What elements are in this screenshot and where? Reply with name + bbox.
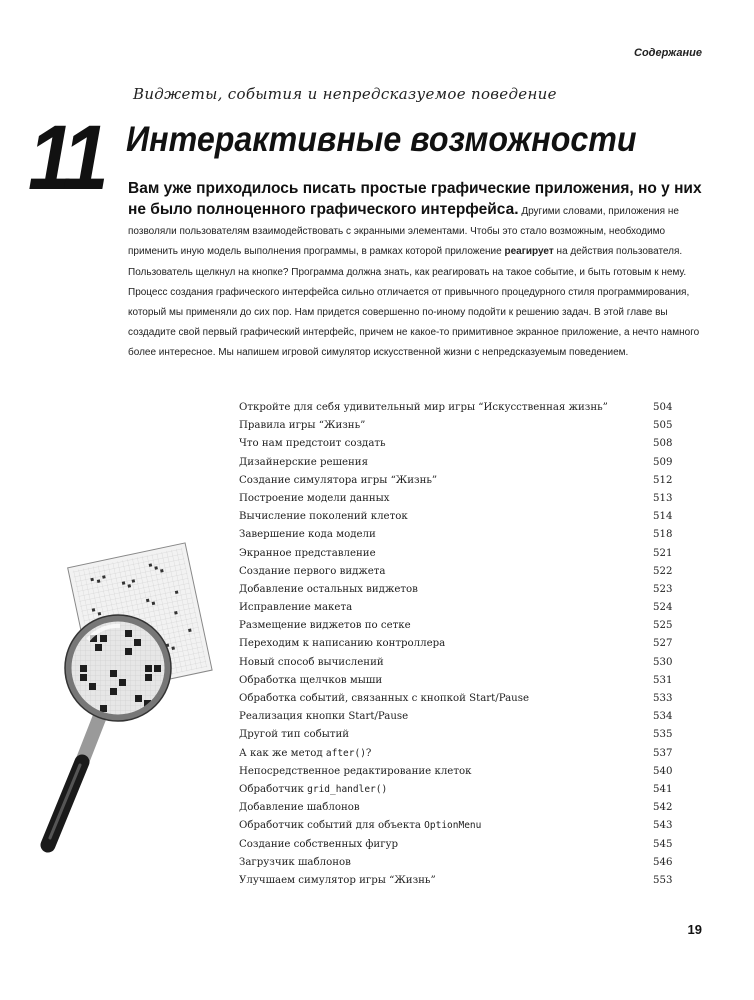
toc-entry-page: 531 xyxy=(653,674,673,686)
toc-entry-code: OptionMenu xyxy=(424,820,482,832)
toc-entry xyxy=(239,857,677,875)
toc-entry-title: Добавление шаблонов xyxy=(239,802,360,814)
page-number: 19 xyxy=(687,922,702,937)
toc-entry-title: А как же метод after()? xyxy=(239,747,372,759)
magnifier-handle xyxy=(48,716,100,845)
toc-entry-title: Что нам предстоит создать xyxy=(239,438,386,450)
toc-entry-title: Добавление остальных виджетов xyxy=(239,583,418,595)
toc-entry-page: 540 xyxy=(653,765,673,777)
toc-entry xyxy=(239,511,677,529)
toc-entry xyxy=(239,620,677,638)
toc-entry-title: Улучшаем симулятор игры “Жизнь” xyxy=(239,874,436,886)
toc-entry xyxy=(239,602,677,620)
toc-entry-title: Экранное представление xyxy=(239,547,376,559)
toc-entry-page: 553 xyxy=(653,874,673,886)
toc-entry-code: after() xyxy=(325,747,366,759)
toc-entry xyxy=(239,566,677,584)
toc-entry xyxy=(239,711,677,729)
toc-entry-title: Новый способ вычислений xyxy=(239,656,384,668)
toc-entry-page: 537 xyxy=(653,747,673,759)
toc-entry-page: 521 xyxy=(653,547,673,559)
toc-entry-title: Построение модели данных xyxy=(239,492,390,504)
table-of-contents xyxy=(239,402,677,893)
toc-entry-page: 522 xyxy=(653,565,673,577)
toc-entry-title: Переходим к написанию контроллера xyxy=(239,638,446,650)
toc-entry xyxy=(239,766,677,784)
toc-entry xyxy=(239,693,677,711)
chapter-subtitle: Виджеты, события и непредсказуемое поведение xyxy=(133,85,557,103)
toc-entry-title: Обработчик grid_handler() xyxy=(239,783,388,795)
chapter-intro xyxy=(128,178,713,363)
toc-entry-title: Дизайнерские решения xyxy=(239,456,369,468)
toc-entry-code: grid_handler() xyxy=(307,783,388,795)
toc-entry-page: 508 xyxy=(653,438,673,450)
toc-entry-page: 543 xyxy=(653,820,673,832)
toc-entry-page: 505 xyxy=(653,420,673,432)
intro-text-1: Другими словами, приложения не позволяли пользователям взаимодействовать с экранными элементами. Чтобы это стало возможным, необходимо применить иную модель выполнения программы, в рамках которой приложение xyxy=(128,206,679,258)
toc-entry-page: 533 xyxy=(653,693,673,704)
toc-entry-title: Откройте для себя удивительный мир игры “Искусственная жизнь” xyxy=(239,402,608,413)
toc-entry-page: 518 xyxy=(653,529,673,541)
toc-entry-title: Создание симулятора игры “Жизнь” xyxy=(239,474,438,486)
toc-entry xyxy=(239,748,677,766)
toc-entry-title: Обработка щелчков мыши xyxy=(239,674,383,686)
intro-emphasis: реагирует xyxy=(504,246,554,258)
intro-lead: Вам уже приходилось писать простые графические приложения, но у них не было полноценного графического интерфейса. xyxy=(128,180,702,218)
toc-entry-page: 530 xyxy=(653,656,673,668)
toc-entry-title: Исправление макета xyxy=(239,602,353,614)
toc-entry-page: 527 xyxy=(653,638,673,650)
toc-entry-page: 523 xyxy=(653,583,673,595)
toc-entry-page: 534 xyxy=(653,711,673,723)
toc-entry-page: 524 xyxy=(653,602,673,614)
toc-entry xyxy=(239,420,677,438)
toc-entry xyxy=(239,402,677,420)
intro-text-2: на действия пользователя. Пользователь щелкнул на кнопке? Программа должна знать, как реагировать на такое событие, и быть готовым к нему. Процесс создания графического интерфейса сильно отличается от привычного процедурного стиля программирования, который мы применяли до сих пор. Нам придется совершенно по-иному подойти к решению задач. В этой главе вы создадите свой первый графический интерфейс, причем не какое-то примитивное экранное приложение, а нечто намного более интересное. Мы напишем игровой симулятор искусственной жизни с непредсказуемым поведением. xyxy=(128,246,700,359)
toc-entry xyxy=(239,675,677,693)
toc-entry-page: 509 xyxy=(653,456,673,468)
toc-entry-title: Размещение виджетов по сетке xyxy=(239,620,411,632)
toc-entry-title: Создание собственных фигур xyxy=(239,838,399,850)
toc-entry-title: Вычисление поколений клеток xyxy=(239,511,408,523)
toc-entry xyxy=(239,839,677,857)
toc-entry-page: 514 xyxy=(653,511,673,523)
toc-entry xyxy=(239,802,677,820)
toc-entry xyxy=(239,475,677,493)
magnifier-illustration xyxy=(40,540,230,860)
toc-entry-page: 542 xyxy=(653,802,673,814)
toc-entry xyxy=(239,584,677,602)
toc-entry-page: 525 xyxy=(653,620,673,632)
chapter-number: 11 xyxy=(28,107,104,209)
toc-entry xyxy=(239,457,677,475)
toc-entry xyxy=(239,729,677,747)
chapter-title: Интерактивные возможности xyxy=(126,120,637,159)
toc-entry-title: Создание первого виджета xyxy=(239,565,386,577)
toc-entry-title: Другой тип событий xyxy=(239,729,350,741)
toc-entry-page: 541 xyxy=(653,783,673,795)
toc-entry-title: Непосредственное редактирование клеток xyxy=(239,765,472,777)
toc-entry-page: 535 xyxy=(653,729,673,741)
toc-entry xyxy=(239,438,677,456)
toc-entry-title: Обработчик событий для объекта OptionMenu xyxy=(239,820,482,832)
toc-entry-title: Реализация кнопки Start/Pause xyxy=(239,711,409,723)
toc-entry xyxy=(239,529,677,547)
toc-entry-title: Обработка событий, связанных с кнопкой Start/Pause xyxy=(239,693,529,704)
toc-entry xyxy=(239,548,677,566)
toc-entry-page: 513 xyxy=(653,492,673,504)
toc-entry xyxy=(239,657,677,675)
toc-entry xyxy=(239,784,677,802)
toc-entry-page: 546 xyxy=(653,856,673,868)
toc-entry xyxy=(239,875,677,893)
toc-entry-title: Правила игры “Жизнь” xyxy=(239,420,366,432)
toc-entry-page: 504 xyxy=(653,402,673,413)
toc-entry-title: Завершение кода модели xyxy=(239,529,376,541)
section-label: Содержание xyxy=(634,47,702,59)
toc-entry xyxy=(239,820,677,838)
toc-entry-page: 512 xyxy=(653,474,673,486)
toc-entry xyxy=(239,638,677,656)
toc-entry-page: 545 xyxy=(653,838,673,850)
toc-entry xyxy=(239,493,677,511)
toc-entry-title: Загрузчик шаблонов xyxy=(239,856,351,868)
